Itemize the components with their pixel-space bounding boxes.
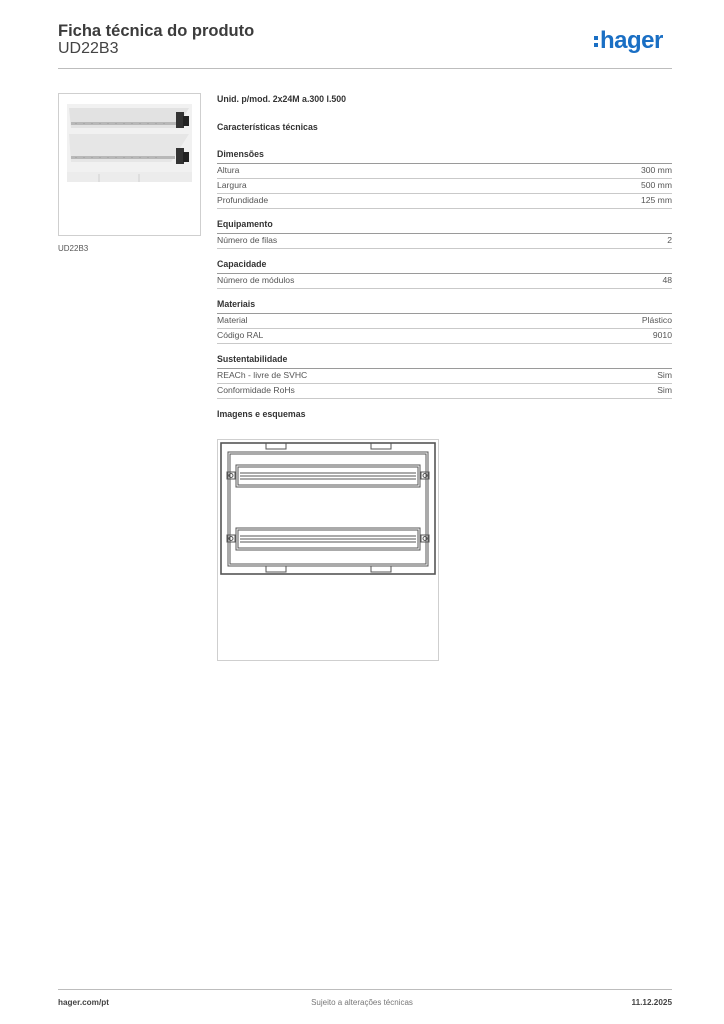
spec-value: 2 bbox=[667, 235, 672, 245]
spec-row bbox=[217, 369, 672, 384]
spec-label: Número de módulos bbox=[217, 275, 295, 285]
group-sustainability bbox=[217, 354, 672, 399]
images-heading: Imagens e esquemas bbox=[217, 409, 306, 419]
spec-value: 48 bbox=[662, 275, 672, 285]
spec-value: 500 mm bbox=[640, 180, 672, 190]
spec-row bbox=[217, 179, 672, 194]
spec-value: 9010 bbox=[652, 330, 672, 340]
spec-label: Conformidade RoHs bbox=[217, 385, 295, 395]
technical-characteristics-heading: Características técnicas bbox=[217, 122, 318, 132]
footer-divider bbox=[58, 989, 672, 990]
spec-label: Código RAL bbox=[217, 330, 264, 340]
group-title: Dimensões bbox=[217, 149, 672, 164]
group-capacity bbox=[217, 259, 672, 289]
group-title: Equipamento bbox=[217, 219, 672, 234]
enclosure-photo-icon bbox=[59, 94, 200, 235]
group-dimensions bbox=[217, 149, 672, 209]
photo-caption: UD22B3 bbox=[58, 244, 89, 253]
technical-drawing bbox=[217, 439, 439, 661]
spec-label: REACh - livre de SVHC bbox=[217, 370, 308, 380]
spec-row bbox=[217, 314, 672, 329]
spec-label: Número de filas bbox=[217, 235, 278, 245]
group-materials bbox=[217, 299, 672, 344]
spec-value: Sim bbox=[657, 385, 672, 395]
spec-label: Altura bbox=[217, 165, 240, 175]
spec-row bbox=[217, 164, 672, 179]
page-title: Ficha técnica do produto bbox=[58, 22, 255, 40]
hager-logo bbox=[594, 27, 663, 55]
spec-row bbox=[217, 274, 672, 289]
product-description: Unid. p/mod. 2x24M a.300 l.500 bbox=[217, 94, 347, 104]
group-title: Sustentabilidade bbox=[217, 354, 672, 369]
spec-row bbox=[217, 384, 672, 399]
spec-value: Sim bbox=[657, 370, 672, 380]
product-photo bbox=[58, 93, 201, 236]
spec-value: 125 mm bbox=[640, 195, 672, 205]
spec-value: Plástico bbox=[641, 315, 672, 325]
group-equipment bbox=[217, 219, 672, 249]
product-details bbox=[217, 94, 672, 419]
spec-label: Material bbox=[217, 315, 248, 325]
spec-value: 300 mm bbox=[640, 165, 672, 175]
spec-row bbox=[217, 234, 672, 249]
header-divider bbox=[58, 68, 672, 69]
spec-label: Largura bbox=[217, 180, 247, 190]
spec-label: Profundidade bbox=[217, 195, 269, 205]
enclosure-diagram-icon bbox=[218, 440, 438, 660]
footer-website-link[interactable]: hager.com/pt bbox=[58, 998, 109, 1007]
product-reference: UD22B3 bbox=[58, 40, 119, 57]
logo-text: hager bbox=[600, 27, 663, 54]
footer-date: 11.12.2025 bbox=[631, 998, 672, 1007]
logo-dots-icon bbox=[594, 33, 599, 50]
group-title: Capacidade bbox=[217, 259, 672, 274]
footer-disclaimer: Sujeito a alterações técnicas bbox=[311, 998, 413, 1007]
group-title: Materiais bbox=[217, 299, 672, 314]
spec-row bbox=[217, 194, 672, 209]
spec-row bbox=[217, 329, 672, 344]
